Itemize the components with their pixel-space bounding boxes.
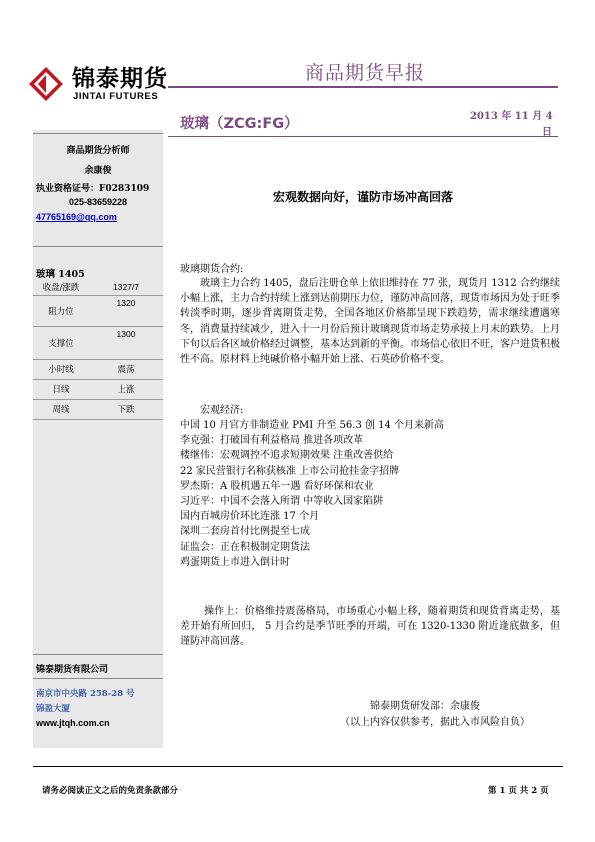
indicator-label: 支撑位 (33, 326, 89, 359)
header-divider (168, 86, 558, 88)
list-item: 22 家民营银行名称获核准 上市公司抢挂金字招牌 (180, 465, 400, 477)
section-intro: 玻璃期货合约: (180, 264, 244, 275)
list-item: 罗杰斯：A 股机遇五年一遇 看好环保和农业 (180, 480, 374, 492)
list-item: 李克强：打破国有利益格局 推进各项改革 (180, 435, 364, 447)
company-name: 锦泰期货有限公司 (36, 665, 109, 675)
indicator-value: 下跌 (89, 399, 163, 419)
list-item: 证监会：正在积极制定期货法 (180, 541, 310, 553)
list-item: 深圳二套房首付比例提至七成 (180, 526, 310, 538)
page-number: 第 1 页 共 2 页 (488, 786, 549, 796)
indicator-value: 上涨 (89, 379, 163, 399)
indicator-label: 阻力位 (33, 295, 89, 326)
macro-news-list (180, 418, 560, 570)
table-row (33, 279, 163, 295)
indicator-value: 1300 (89, 326, 163, 359)
analyst-phone: 025-83659228 (68, 197, 128, 207)
sidebar-divider (33, 246, 163, 247)
brand-name-en: JINTAI FUTURES (73, 91, 159, 102)
company-address-line1: 南京市中央路 258-28 号 (36, 689, 135, 699)
sidebar-divider (33, 678, 163, 679)
sidebar-panel (33, 130, 163, 748)
indicator-label: 周线 (33, 399, 89, 419)
list-item: 习近平：中国不会落入所谓 中等收入国家陷阱 (180, 496, 384, 508)
sidebar-divider (33, 654, 163, 655)
indicator-value: 1327/7 (89, 279, 163, 295)
disclaimer-note: （以上内容仅供参考，据此入市风险自负） (340, 717, 530, 728)
headline: 宏观数据向好，谨防市场冲高回落 (272, 190, 453, 204)
indicator-label: 小时线 (33, 359, 89, 379)
table-row (33, 326, 163, 359)
list-item: 中国 10 月官方非制造业 PMI 升至 56.3 创 14 个月来新高 (180, 420, 445, 431)
sidebar-divider (33, 133, 163, 134)
table-row (33, 379, 163, 399)
diamond-logo-icon (28, 66, 64, 102)
macro-section-title: 宏观经济: (200, 405, 244, 416)
analyst-role: 商品期货分析师 (66, 146, 130, 156)
table-row (33, 399, 163, 419)
analyst-email-link[interactable]: 47765169@qq.com (36, 212, 117, 222)
company-address-line2: 锦盈大厦 (36, 704, 71, 714)
report-type-title: 商品期货早报 (305, 62, 426, 84)
indicator-label: 收盘/涨跌 (33, 279, 89, 295)
list-item: 国内百城房价环比连涨 17 个月 (180, 511, 320, 523)
report-date-suffix: 日 (542, 127, 552, 138)
report-date: 2013 年 11 月 4 (470, 111, 553, 122)
analyst-name: 余康俊 (84, 166, 112, 176)
market-analysis-paragraph: 玻璃主力合约 1405，盘后注册仓单上依旧维持在 77 张，现货月 1312 合约继续小幅上涨，主力合约持续上涨到达前期压力位，谨防冲高回落，现货市场因为处于旺季转淡季时期，逐步背离期货走势，全国各地区价格都呈现下跌趋势，需求继续遭遇寒冬，消费量持续减少，进入十一月份后预计玻璃现货市场走势承接上月末的跌势。上月下旬以后各区域价格经过调整，基本达到新的平衡。市场信心依旧不旺，客户进货积极性不高。原材料上纯碱价格小幅开始上涨、石英砂价格不变。 (180, 278, 560, 366)
footer-divider (33, 766, 563, 767)
indicator-value: 1320 (89, 295, 163, 326)
product-title: 玻璃（ZCG:FG） (180, 116, 299, 132)
table-row (33, 295, 163, 326)
table-row (33, 359, 163, 379)
brand-name-cn: 锦泰期货 (72, 66, 168, 92)
list-item: 鸡蛋期货上市进入倒计时 (180, 556, 290, 568)
indicator-label: 日线 (33, 379, 89, 399)
company-website-link[interactable]: www.jtqh.com.cn (36, 718, 110, 728)
operation-advice-paragraph: 操作上：价格维持震荡格局，市场重心小幅上移，随着期货和现货背离走势，基差开始有所回归， 5 月合约是季节旺季的开端，可在 1320-1330 附近逢底做多，但谨防冲高回落。 (180, 606, 560, 648)
contract-label: 玻璃 1405 (36, 269, 85, 280)
indicator-value: 震荡 (89, 359, 163, 379)
contract-indicator-table (33, 279, 163, 420)
footer-disclaimer-notice: 请务必阅读正文之后的免责条款部分 (42, 786, 179, 796)
title-divider (168, 136, 558, 137)
signature: 锦泰期货研发部：余康俊 (370, 701, 480, 712)
list-item: 楼继伟：宏观调控不追求短期效果 注重改善供给 (180, 450, 394, 462)
analyst-cert-number: 执业资格证号：F0283109 (36, 184, 150, 194)
